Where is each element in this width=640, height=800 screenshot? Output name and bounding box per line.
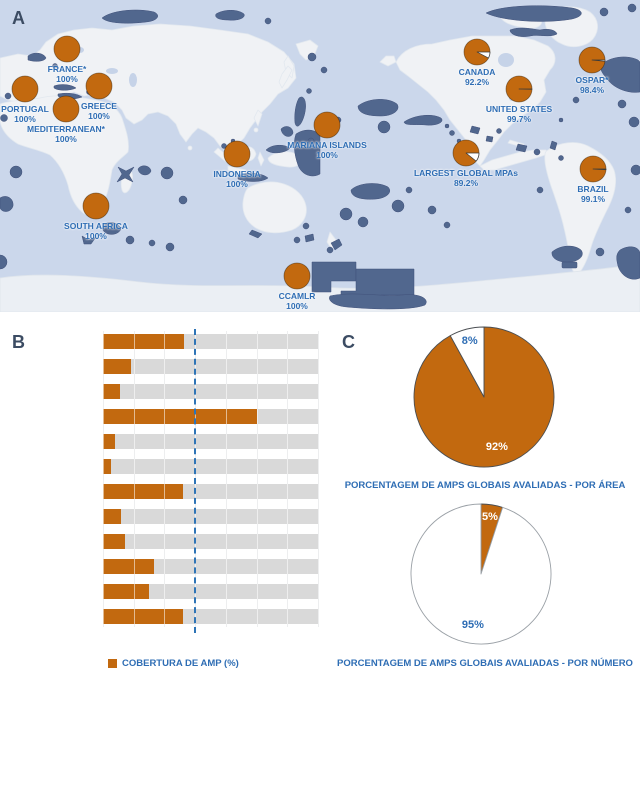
mpa-coverage-pie — [578, 154, 608, 184]
bar-value — [103, 409, 257, 424]
bar-track — [103, 534, 318, 549]
bar-value — [103, 359, 131, 374]
mpa-coverage-pie — [81, 191, 111, 221]
mpa-coverage-pie — [51, 94, 81, 124]
mpa-coverage-pie — [282, 261, 312, 291]
pie-chart — [409, 502, 553, 646]
reference-line-30pct — [194, 329, 196, 633]
panel-b-label: B — [12, 332, 25, 352]
bar-chart-panel — [0, 322, 340, 700]
map-marker-label: LARGEST GLOBAL MPAs 89.2% — [413, 168, 519, 188]
map-marker-label: PORTUGAL 100% — [1, 104, 49, 124]
map-pie-marker — [282, 261, 312, 291]
bar-value — [103, 559, 154, 574]
bar-track — [103, 484, 318, 499]
map-marker-label: OSPAR* 98.4% — [575, 75, 609, 95]
map-marker-label: MEDITERRANEAN* 100% — [27, 124, 105, 144]
bar-track — [103, 459, 318, 474]
pie-slice-label: 5% — [482, 511, 498, 524]
map-marker-label: SOUTH AFRICA 100% — [64, 221, 128, 241]
bar-value — [103, 434, 115, 449]
legend-swatch — [108, 659, 117, 668]
bar-value — [103, 459, 111, 474]
bar-track — [103, 609, 318, 624]
mpa-coverage-pie — [451, 138, 481, 168]
pie-charts-panel — [330, 322, 640, 700]
mpa-coverage-pie — [10, 74, 40, 104]
mpa-coverage-pie — [52, 34, 82, 64]
bar-value — [103, 384, 120, 399]
map-pie-marker — [577, 45, 607, 75]
map-marker-pct: 92.2% — [464, 77, 490, 87]
pie-slice-label: 95% — [461, 619, 484, 632]
pie-title: PORCENTAGEM DE AMPS GLOBAIS AVALIADAS - POR NÚMERO — [337, 658, 633, 669]
map-marker-label: FRANCE* 100% — [47, 64, 87, 84]
map-marker-pct: 99.7% — [506, 114, 532, 124]
map-pie-marker — [312, 110, 342, 140]
map-marker-label: UNITED STATES 99.7% — [485, 104, 553, 124]
bar-value — [103, 484, 183, 499]
mpa-coverage-pie — [312, 110, 342, 140]
map-marker-pct: 99.1% — [580, 194, 606, 204]
map-pie-marker — [451, 138, 481, 168]
map-marker-pct: 100% — [226, 179, 248, 189]
pie-svg — [412, 325, 556, 469]
map-marker-pct: 100% — [316, 150, 338, 160]
map-pie-marker — [10, 74, 40, 104]
map-marker-pct: 100% — [56, 74, 78, 84]
map-marker-pct: 100% — [88, 111, 110, 121]
panel-a-label: A — [12, 8, 25, 28]
bar-track — [103, 584, 318, 599]
bar-value — [103, 584, 149, 599]
map-marker-label: GREECE 100% — [81, 101, 117, 121]
bar-value — [103, 509, 121, 524]
panel-c-label: C — [342, 332, 355, 352]
map-pie-marker — [81, 191, 111, 221]
pie-chart — [412, 325, 556, 469]
map-marker-pct: 89.2% — [453, 178, 479, 188]
bar-value — [103, 334, 184, 349]
map-marker-label: CCAMLR 100% — [278, 291, 316, 311]
map-marker-label: INDONESIA 100% — [213, 169, 261, 189]
bar-track — [103, 409, 318, 424]
mpa-coverage-pie — [577, 45, 607, 75]
mpa-coverage-pie — [462, 37, 492, 67]
bar-value — [103, 609, 183, 624]
map-pie-marker — [84, 71, 114, 101]
pie-title: PORCENTAGEM DE AMPS GLOBAIS AVALIADAS - POR ÁREA — [344, 480, 626, 491]
bar-track — [103, 384, 318, 399]
map-marker-label: BRAZIL 99.1% — [577, 184, 609, 204]
map-marker-pct: 100% — [286, 301, 308, 311]
map-pie-marker — [504, 74, 534, 104]
bar-track — [103, 359, 318, 374]
map-marker-pct: 100% — [14, 114, 36, 124]
bar-track — [103, 509, 318, 524]
mpa-coverage-pie — [84, 71, 114, 101]
legend-text: COBERTURA DE AMP (%) — [122, 658, 239, 669]
map-marker-pct: 98.4% — [579, 85, 605, 95]
bar-track — [103, 434, 318, 449]
map-pie-marker — [51, 94, 81, 124]
bar-track — [103, 559, 318, 574]
map-marker-pct: 100% — [55, 134, 77, 144]
map-pie-marker — [52, 34, 82, 64]
map-pie-marker — [578, 154, 608, 184]
pie-slice-label: 8% — [461, 335, 478, 348]
bar-chart-legend — [108, 658, 239, 669]
pie-slice-label: 92% — [485, 441, 508, 454]
bar-track — [103, 334, 318, 349]
map-pie-marker — [462, 37, 492, 67]
world-map-panel — [0, 0, 640, 312]
bar-value — [103, 534, 125, 549]
map-marker-pct: 100% — [85, 231, 107, 241]
map-marker-label: MARIANA ISLANDS 100% — [287, 140, 367, 160]
mpa-coverage-pie — [222, 139, 252, 169]
mpa-coverage-pie — [504, 74, 534, 104]
map-pie-marker — [222, 139, 252, 169]
map-marker-label: CANADA 92.2% — [458, 67, 496, 87]
